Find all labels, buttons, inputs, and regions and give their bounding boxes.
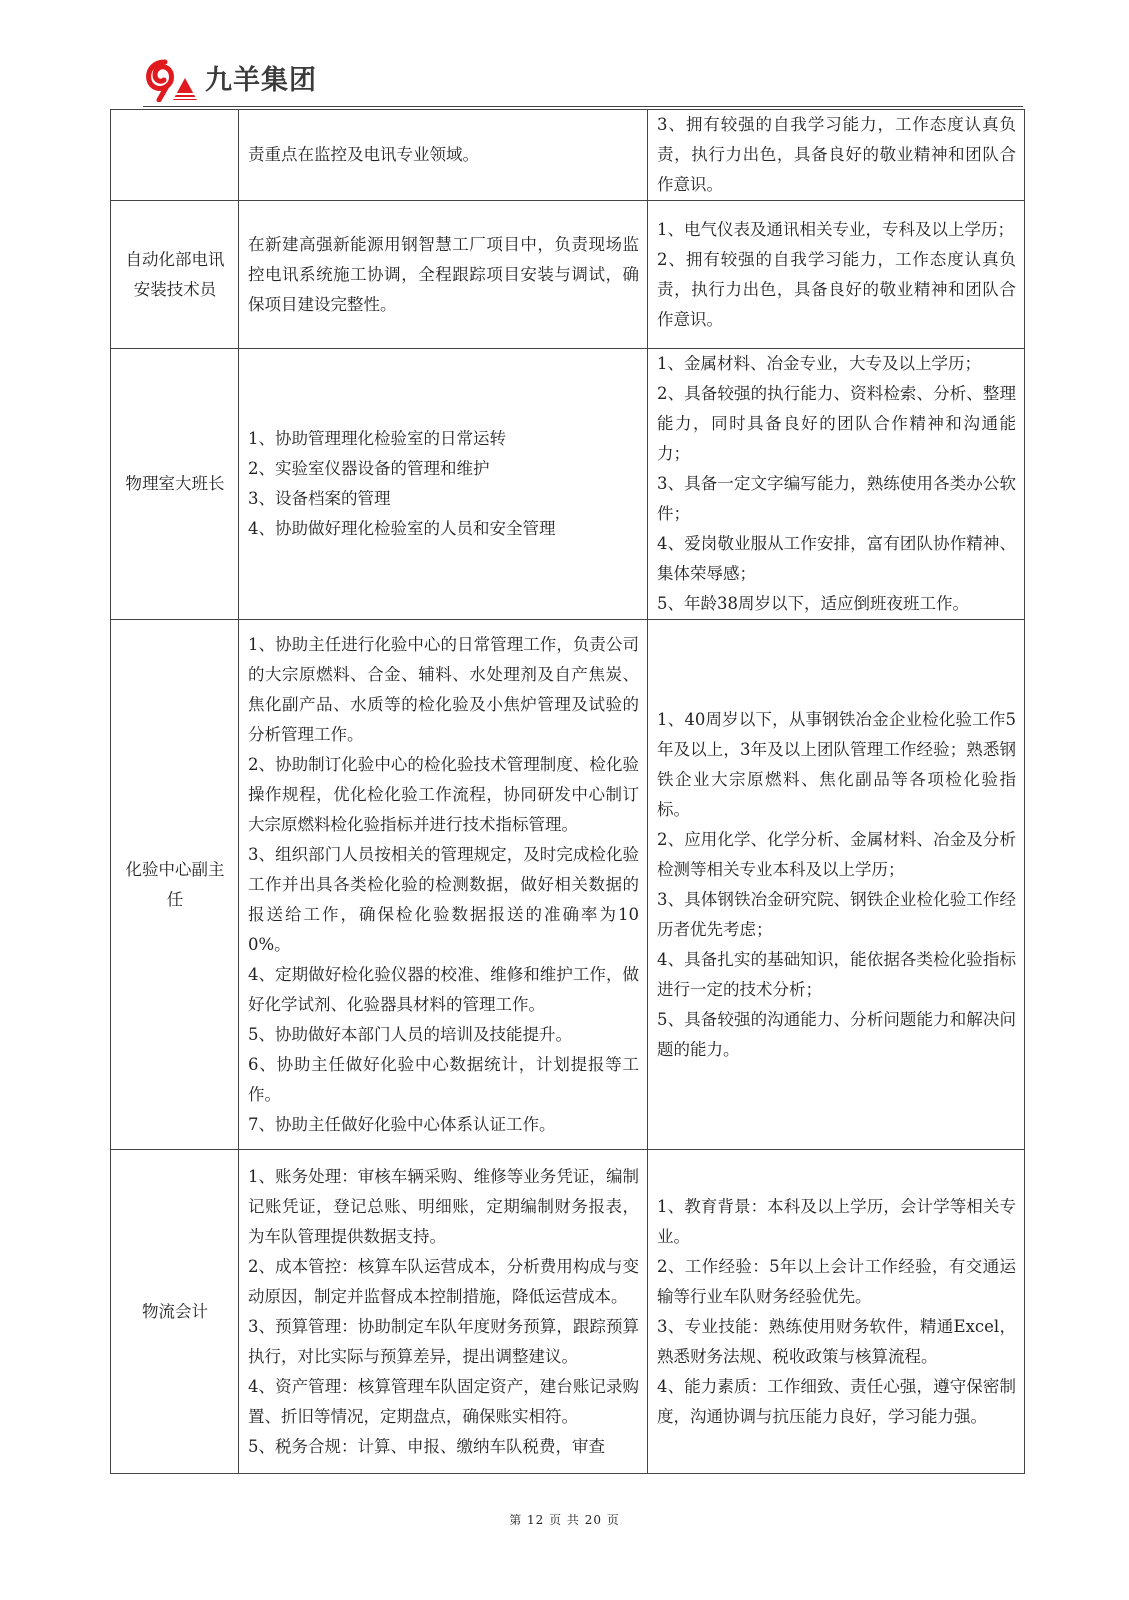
job-table bbox=[110, 109, 1025, 1474]
requirement-item: 2、拥有较强的自我学习能力，工作态度认真负责，执行力出色，具备良好的敬业精神和团队合作意识。 bbox=[657, 249, 1016, 329]
position-cell: 自动化部电讯安装技术员 bbox=[111, 201, 239, 349]
duty-item: 4、协助做好理化检验室的人员和安全管理 bbox=[248, 519, 556, 538]
duty-item: 3、组织部门人员按相关的管理规定，及时完成检化验工作并出具各类检化验的检测数据，做好相关数据的报送给工作，确保检化验数据报送的准确率为100%。 bbox=[248, 844, 639, 954]
position-cell bbox=[111, 110, 239, 201]
duty-item: 2、协助制订化验中心的检化验技术管理制度、检化验操作规程，优化检化验工作流程，协同研发中心制订大宗原燃料检化验指标并进行技术指标管理。 bbox=[248, 754, 639, 834]
duty-item: 5、协助做好本部门人员的培训及技能提升。 bbox=[248, 1024, 572, 1044]
duties-cell bbox=[239, 110, 648, 201]
position-cell: 化验中心副主任 bbox=[111, 620, 239, 1150]
requirement-item: 1、金属材料、冶金专业，大专及以上学历； bbox=[657, 354, 981, 373]
table-row bbox=[111, 1150, 1025, 1474]
duties-cell bbox=[239, 620, 648, 1150]
requirements-cell bbox=[648, 110, 1025, 201]
duties-cell bbox=[239, 201, 648, 349]
requirement-item: 1、电气仪表及通讯相关专业，专科及以上学历； bbox=[657, 219, 1014, 239]
requirement-item: 4、能力素质：工作细致、责任心强，遵守保密制度，沟通协调与抗压能力良好，学习能力强。 bbox=[657, 1376, 1016, 1426]
requirement-item: 2、应用化学、化学分析、金属材料、冶金及分析检测等相关专业本科及以上学历； bbox=[657, 829, 1016, 879]
duty-item: 4、资产管理：核算管理车队固定资产，建台账记录购置、折旧等情况，定期盘点，确保账实相符。 bbox=[248, 1376, 639, 1426]
requirement-item: 1、40周岁以下，从事钢铁冶金企业检化验工作5年及以上，3年及以上团队管理工作经验；熟悉钢铁企业大宗原燃料、焦化副品等各项检化验指标。 bbox=[657, 709, 1016, 819]
requirement-item: 5、具备较强的沟通能力、分析问题能力和解决问题的能力。 bbox=[657, 1009, 1016, 1059]
duty-item: 5、税务合规：计算、申报、缴纳车队税费，审查 bbox=[248, 1436, 605, 1456]
duty-item: 3、预算管理：协助制定车队年度财务预算，跟踪预算执行，对比实际与预算差异，提出调整建议。 bbox=[248, 1316, 639, 1366]
table-row bbox=[111, 349, 1025, 620]
requirements-cell bbox=[648, 349, 1025, 620]
duty-item: 2、实验室仪器设备的管理和维护 bbox=[248, 459, 490, 478]
requirements-cell bbox=[648, 620, 1025, 1150]
nine-sheep-logo-icon bbox=[143, 56, 201, 102]
requirement-item: 5、年龄38周岁以下，适应倒班夜班工作。 bbox=[657, 594, 969, 613]
duty-item: 在新建高强新能源用钢智慧工厂项目中，负责现场监控电讯系统施工协调，全程跟踪项目安装与调试，确保项目建设完整性。 bbox=[248, 234, 639, 314]
table-row bbox=[111, 201, 1025, 349]
duty-item: 4、定期做好检化验仪器的校准、维修和维护工作，做好化学试剂、化验器具材料的管理工作。 bbox=[248, 964, 639, 1014]
requirement-item: 2、具备较强的执行能力、资料检索、分析、整理能力，同时具备良好的团队合作精神和沟通能力； bbox=[657, 384, 1016, 463]
position-cell: 物流会计 bbox=[111, 1150, 239, 1474]
duty-item: 6、协助主任做好化验中心数据统计，计划提报等工作。 bbox=[248, 1054, 639, 1104]
table-row bbox=[111, 110, 1025, 201]
duty-item: 3、设备档案的管理 bbox=[248, 489, 391, 508]
header-divider bbox=[143, 106, 1023, 107]
requirement-item: 2、工作经验：5年以上会计工作经验，有交通运输等行业车队财务经验优先。 bbox=[657, 1256, 1016, 1306]
requirement-item: 3、专业技能：熟练使用财务软件，精通Excel，熟悉财务法规、税收政策与核算流程。 bbox=[657, 1316, 1016, 1366]
page-number: 第 12 页 共 20 页 bbox=[509, 1513, 620, 1527]
duties-cell bbox=[239, 1150, 648, 1474]
requirement-item: 3、拥有较强的自我学习能力，工作态度认真负责，执行力出色，具备良好的敬业精神和团队合作意识。 bbox=[657, 115, 1016, 194]
table-row bbox=[111, 620, 1025, 1150]
duty-item: 7、协助主任做好化验中心体系认证工作。 bbox=[248, 1114, 556, 1134]
position-cell: 物理室大班长 bbox=[111, 349, 239, 620]
requirements-cell bbox=[648, 201, 1025, 349]
requirement-item: 4、具备扎实的基础知识，能依据各类检化验指标进行一定的技术分析； bbox=[657, 949, 1016, 999]
duty-item: 1、协助管理理化检验室的日常运转 bbox=[248, 429, 506, 448]
duty-item: 1、账务处理：审核车辆采购、维修等业务凭证，编制记账凭证，登记总账、明细账，定期编制财务报表，为车队管理提供数据支持。 bbox=[248, 1166, 639, 1246]
requirements-cell bbox=[648, 1150, 1025, 1474]
job-table-body bbox=[111, 110, 1025, 1474]
requirement-item: 3、具备一定文字编写能力，熟练使用各类办公软件； bbox=[657, 474, 1016, 523]
company-name: 九羊集团 bbox=[205, 65, 317, 96]
requirement-item: 1、教育背景：本科及以上学历，会计学等相关专业。 bbox=[657, 1196, 1016, 1246]
duty-item: 责重点在监控及电讯专业领域。 bbox=[248, 145, 479, 164]
duty-item: 1、协助主任进行化验中心的日常管理工作，负责公司的大宗原燃料、合金、辅料、水处理剂及自产焦炭、焦化副产品、水质等的检化验及小焦炉管理及试验的分析管理工作。 bbox=[248, 634, 639, 744]
page-header bbox=[143, 48, 563, 108]
duty-item: 2、成本管控：核算车队运营成本，分析费用构成与变动原因，制定并监督成本控制措施，降低运营成本。 bbox=[248, 1256, 639, 1306]
requirement-item: 3、具体钢铁冶金研究院、钢铁企业检化验工作经历者优先考虑； bbox=[657, 889, 1016, 939]
requirement-item: 4、爱岗敬业服从工作安排，富有团队协作精神、集体荣辱感； bbox=[657, 534, 1016, 583]
duties-cell bbox=[239, 349, 648, 620]
